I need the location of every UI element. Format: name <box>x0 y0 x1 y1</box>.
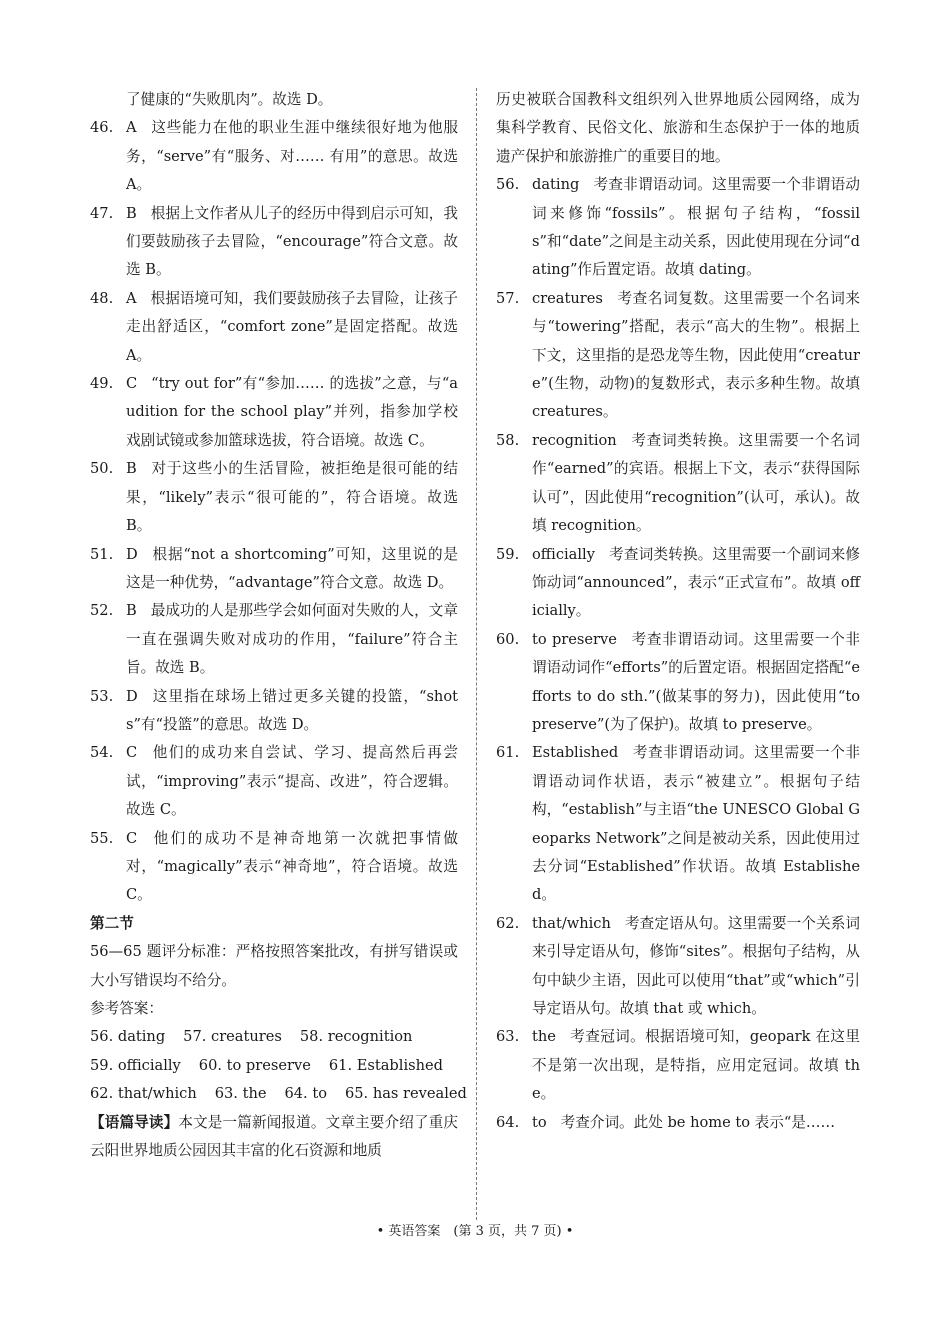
item-answer: to <box>532 1113 547 1131</box>
item-number: 46. <box>90 119 114 137</box>
item-number: 56. <box>496 176 520 194</box>
answer-item <box>496 910 860 1024</box>
item-body <box>532 739 860 909</box>
intro-line: 了健康的“失败肌肉”。故选 D。 <box>126 91 333 108</box>
answer-key-line <box>90 1052 458 1080</box>
left-column <box>90 86 467 1165</box>
item-explanation: 考查词类转换。这里需要一个名词作“earned”的宾语。根据上下文，表示“获得国际认可”，因此使用“recognition”(认可，承认)。故填 recognition。 <box>532 431 860 535</box>
item-explanation: 考查非谓语动词。这里需要一个非谓语动词作“efforts”的后置定语。根据固定搭配“efforts to do sth.”(做某事的努力)，因此使用“to preserve”(为了保护)。故填 to preserve。 <box>532 630 860 733</box>
item-body <box>532 541 860 626</box>
item-explanation: 这里指在球场上错过更多关键的投篮，“shots”有“投篮”的意思。故选 D。 <box>126 687 458 733</box>
guide-continuation: 历史被联合国教科文组织列入世界地质公园网络，成为集科学教育、民俗文化、旅游和生态保护于一体的地质遗产保护和旅游推广的重要目的地。 <box>496 91 860 165</box>
section-title: 第二节 <box>90 914 134 932</box>
item-body <box>126 114 458 199</box>
page-footer: • 英语答案 (第 3 页，共 7 页) • <box>376 1224 574 1239</box>
item-answer: B <box>126 602 137 620</box>
item-body <box>532 285 860 427</box>
item-number: 49. <box>90 375 114 393</box>
answer-item <box>90 200 458 285</box>
item-number: 59. <box>496 545 520 563</box>
answer-item <box>90 114 458 199</box>
item-explanation: 考查名词复数。这里需要一个名词来与“towering”搭配，表示“高大的生物”。根据上下文，这里指的是恐龙等生物，因此使用“creature”(生物，动物)的复数形式，表示多种生物。故填 creatures。 <box>532 289 860 421</box>
right-column <box>496 86 860 1137</box>
answer-key-entry: 57. creatures <box>183 1028 282 1046</box>
answer-item <box>90 541 458 598</box>
column-divider <box>476 88 477 1220</box>
item-explanation: 根据语境可知，我们要鼓励孩子去冒险，让孩子走出舒适区，“comfort zone”是固定搭配。故选 A。 <box>126 289 458 364</box>
right-answer-list <box>496 171 860 1137</box>
item-answer: C <box>126 829 138 847</box>
answer-item <box>496 285 860 427</box>
item-body <box>532 910 860 1024</box>
item-answer: D <box>126 545 138 563</box>
item-answer: to preserve <box>532 630 617 648</box>
answer-key-entry: 59. officially <box>90 1056 181 1074</box>
item-answer: dating <box>532 176 580 194</box>
item-answer: creatures <box>532 289 603 307</box>
item-body <box>126 200 458 285</box>
answer-key-entry: 60. to preserve <box>198 1056 311 1074</box>
item-explanation: 考查非谓语动词。这里需要一个非谓语动词作状语，表示“被建立”。根据句子结构，“establish”与主语“the UNESCO Global Geoparks Network”之间是被动关系，因此使用过去分词“Established”作状语。故填 Established。 <box>532 744 860 904</box>
item-body <box>126 597 458 682</box>
item-answer: D <box>126 687 138 705</box>
answer-item <box>90 285 458 370</box>
answer-key-entry: 58. recognition <box>299 1028 413 1046</box>
item-answer: Established <box>532 744 619 762</box>
item-body <box>532 1109 860 1137</box>
item-explanation: 考查介词。此处 be home to 表示“是…… <box>560 1113 836 1131</box>
item-answer: C <box>126 375 138 393</box>
answer-item <box>496 171 860 285</box>
item-answer: C <box>126 744 138 762</box>
answer-key-line <box>90 1023 458 1051</box>
item-number: 51. <box>90 545 114 563</box>
item-answer: officially <box>532 545 595 563</box>
answer-key-entry: 63. the <box>214 1085 267 1103</box>
item-explanation: 对于这些小的生活冒险，被拒绝是很可能的结果，“likely”表示“很可能的”，符合语境。故选 B。 <box>126 460 458 535</box>
item-body <box>126 370 458 455</box>
answer-item <box>496 1023 860 1108</box>
answer-item <box>496 739 860 909</box>
reference-label: 参考答案： <box>90 1000 163 1017</box>
item-body <box>126 541 458 598</box>
answer-item <box>496 427 860 541</box>
item-number: 63. <box>496 1028 520 1046</box>
item-number: 53. <box>90 687 114 705</box>
item-answer: B <box>126 204 137 222</box>
item-number: 47. <box>90 204 114 222</box>
answer-key-entry: 61. Established <box>328 1056 443 1074</box>
answer-key-entry: 62. that/which <box>90 1085 197 1103</box>
item-number: 48. <box>90 289 114 307</box>
item-explanation: 考查定语从句。这里需要一个关系词来引导定语从句，修饰“sites”。根据句子结构，从句中缺少主语，因此可以使用“that”或“which”引导定语从句。故填 that 或 which。 <box>532 914 860 1017</box>
passage-guide <box>90 1109 458 1166</box>
item-body <box>126 683 458 740</box>
item-answer: the <box>532 1028 556 1046</box>
item-number: 64. <box>496 1113 520 1131</box>
answer-key-entry: 56. dating <box>90 1028 166 1046</box>
item-explanation: 这些能力在他的职业生涯中继续很好地为他服务，“serve”有“服务、对…… 有用”的意思。故选 A。 <box>126 119 458 194</box>
item-explanation: 考查非谓语动词。这里需要一个非谓语动词来修饰“fossils”。根据句子结构，“fossils”和“date”之间是主动关系，因此使用现在分词“dating”作后置定语。故填 dating。 <box>532 176 860 279</box>
item-answer: B <box>126 460 137 478</box>
item-number: 60. <box>496 630 520 648</box>
answer-item <box>90 597 458 682</box>
item-body <box>532 626 860 740</box>
item-number: 57. <box>496 289 520 307</box>
answer-key-line <box>90 1080 467 1108</box>
item-number: 62. <box>496 914 520 932</box>
item-number: 58. <box>496 431 520 449</box>
answer-item <box>90 739 458 824</box>
answer-key-entry: 65. has revealed <box>344 1085 467 1103</box>
item-explanation: 最成功的人是那些学会如何面对失败的人，文章一直在强调失败对成功的作用，“failure”符合主旨。故选 B。 <box>126 602 458 677</box>
item-explanation: 他们的成功不是神奇地第一次就把事情做对，“magically”表示“神奇地”，符合语境。故选 C。 <box>126 829 458 904</box>
item-explanation: 他们的成功来自尝试、学习、提高然后再尝试，“improving”表示“提高、改进”，符合逻辑。故选 C。 <box>126 744 458 819</box>
answer-item <box>90 683 458 740</box>
guide-text: 本文是一篇新闻报道。文章主要介绍了重庆云阳世界地质公园因其丰富的化石资源和地质 <box>90 1113 458 1160</box>
guide-label: 【语篇导读】 <box>90 1113 179 1131</box>
item-body <box>126 739 458 824</box>
item-number: 61. <box>496 744 520 762</box>
item-number: 54. <box>90 744 114 762</box>
answer-item <box>90 370 458 455</box>
item-explanation: 考查词类转换。这里需要一个副词来修饰动词“announced”，表示“正式宣布”。故填 officially。 <box>532 545 860 620</box>
answer-item <box>90 455 458 540</box>
item-answer: A <box>126 289 137 307</box>
answer-key <box>90 1023 467 1108</box>
item-body <box>532 171 860 285</box>
item-answer: recognition <box>532 431 617 449</box>
item-answer: that/which <box>532 914 611 932</box>
answer-item <box>496 1109 860 1137</box>
item-number: 55. <box>90 829 114 847</box>
item-body <box>126 825 458 910</box>
item-explanation: 根据上文作者从儿子的经历中得到启示可知，我们要鼓励孩子去冒险，“encourage”符合文意。故选 B。 <box>126 204 458 279</box>
answer-key-entry: 64. to <box>284 1085 327 1103</box>
item-body <box>532 427 860 541</box>
item-explanation: 根据“not a shortcoming”可知，这里说的是这是一种优势，“advantage”符合文意。故选 D。 <box>126 545 458 591</box>
answer-item <box>496 626 860 740</box>
answer-item <box>496 541 860 626</box>
item-number: 52. <box>90 602 114 620</box>
left-answer-list <box>90 114 458 909</box>
item-explanation: “try out for”有“参加…… 的选拔”之意，与“audition for the school play”并列，指参加学校戏剧试镜或参加篮球选拔，符合语境。故选 C。 <box>126 375 458 449</box>
item-body <box>126 285 458 370</box>
answer-item <box>90 825 458 910</box>
item-body <box>126 455 458 540</box>
item-explanation: 考查冠词。根据语境可知，geopark 在这里不是第一次出现，是特指，应用定冠词。故填 the。 <box>532 1028 860 1103</box>
grading-criteria: 56—65 题评分标准：严格按照答案批改，有拼写错误或大小写错误均不给分。 <box>90 943 458 989</box>
item-body <box>532 1023 860 1108</box>
item-answer: A <box>126 119 137 137</box>
item-number: 50. <box>90 460 114 478</box>
